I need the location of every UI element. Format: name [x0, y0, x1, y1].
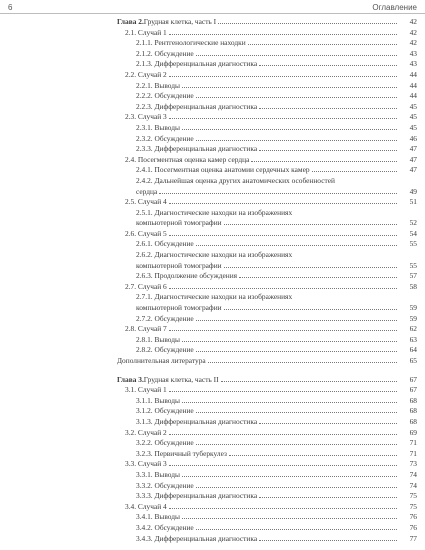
toc-page-number: 77 [409, 533, 417, 543]
toc-entry-title: 2.4. Посегментная оценка камер сердца [125, 154, 250, 164]
toc-entry[interactable] [0, 208, 425, 229]
toc-page-number: 55 [409, 239, 417, 249]
dot-leader [259, 108, 397, 109]
toc-entry-title: 3.4.2. Обсуждение [136, 522, 194, 532]
toc-entry[interactable] [0, 49, 425, 60]
dot-leader [196, 444, 397, 445]
toc-entry-title: Дополнительная литература [117, 356, 206, 365]
toc-page-number: 76 [409, 522, 417, 532]
toc-page-number: 42 [409, 38, 417, 48]
dot-leader [169, 508, 397, 509]
toc-entry-title: 3.2.2. Обсуждение [136, 438, 194, 448]
dot-leader [182, 476, 397, 477]
toc-entry[interactable] [0, 417, 425, 428]
dot-leader [182, 518, 397, 519]
toc-page-number: 43 [409, 48, 417, 58]
toc-entry[interactable] [0, 17, 425, 28]
toc-entry[interactable] [0, 134, 425, 145]
dot-leader [169, 203, 397, 204]
toc-page-number: 68 [409, 416, 417, 426]
dot-leader [196, 351, 397, 352]
toc-page-number: 47 [409, 165, 417, 175]
toc-page-number: 42 [409, 17, 417, 26]
toc-page-number: 45 [409, 101, 417, 111]
toc-entry-title: 2.4.1. Посегментная оценка анатомии сердечных камер [136, 165, 310, 175]
table-of-contents [0, 17, 425, 544]
toc-entry[interactable] [0, 534, 425, 545]
toc-entry-title: 2.8.2. Обсуждение [136, 345, 194, 355]
toc-entry[interactable] [0, 449, 425, 460]
toc-page-number: 64 [409, 345, 417, 355]
toc-entry-title: 2.1.1. Рентгенологические находки [136, 38, 246, 48]
toc-entry[interactable] [0, 406, 425, 417]
toc-page-number: 67 [409, 374, 417, 384]
toc-entry[interactable] [0, 428, 425, 439]
toc-entry[interactable] [0, 102, 425, 113]
toc-entry-title: 3.1. Случай 1 [125, 385, 167, 395]
toc-page-number: 52 [409, 218, 417, 228]
toc-page-number: 55 [409, 260, 417, 270]
toc-entry-title: Грудная клетка, часть II [143, 374, 219, 384]
dot-leader [169, 76, 397, 77]
toc-entry[interactable] [0, 481, 425, 492]
toc-entry[interactable] [0, 282, 425, 293]
toc-entry-title: 2.6.3. Продолжение обсуждения [136, 271, 238, 281]
section-title: Оглавление [372, 3, 417, 12]
toc-page-number: 57 [409, 271, 417, 281]
toc-page-number: 73 [409, 459, 417, 469]
page-number: 6 [8, 3, 13, 12]
dot-leader [259, 423, 397, 424]
toc-page-number: 74 [409, 469, 417, 479]
toc-entry[interactable] [0, 81, 425, 92]
dot-leader [169, 118, 397, 119]
toc-entry-title: 3.4.3. Дифференциальная диагностика [136, 533, 258, 543]
dot-leader [259, 497, 397, 498]
toc-entry-title: 3.3.2. Обсуждение [136, 480, 194, 490]
toc-entry[interactable] [0, 335, 425, 346]
dot-leader [208, 362, 397, 363]
toc-entry-title: 2.2.3. Дифференциальная диагностика [136, 101, 258, 111]
toc-entry[interactable] [0, 38, 425, 49]
toc-page-number: 68 [409, 406, 417, 416]
toc-page-number: 68 [409, 395, 417, 405]
toc-entry-title: 2.8.1. Выводы [136, 334, 181, 344]
toc-entry[interactable] [0, 176, 425, 197]
toc-entry[interactable] [0, 250, 425, 271]
toc-page-number: 59 [409, 303, 417, 313]
dot-leader [169, 465, 397, 466]
toc-entry[interactable] [0, 375, 425, 386]
toc-entry[interactable] [0, 356, 425, 367]
toc-entry-title: 2.7.2. Обсуждение [136, 313, 194, 323]
dot-leader [182, 402, 397, 403]
toc-entry-title: 3.1.1. Выводы [136, 395, 181, 405]
toc-entry[interactable] [0, 324, 425, 335]
toc-entry[interactable] [0, 155, 425, 166]
toc-entry-title: 3.4.1. Выводы [136, 512, 181, 522]
dot-leader [259, 65, 397, 66]
toc-entry[interactable] [0, 470, 425, 481]
header-rule [0, 13, 425, 14]
toc-page-number: 47 [409, 154, 417, 164]
toc-entry-title: 2.3.2. Обсуждение [136, 133, 194, 143]
toc-page-number: 63 [409, 334, 417, 344]
toc-page-number: 46 [409, 133, 417, 143]
dot-leader [182, 341, 397, 342]
dot-leader [239, 277, 397, 278]
dot-leader [224, 267, 397, 268]
toc-entry[interactable] [0, 239, 425, 250]
toc-page-number: 75 [409, 491, 417, 501]
dot-leader [259, 150, 397, 151]
toc-entry-title: 3.4. Случай 4 [125, 501, 167, 511]
toc-page-number: 45 [409, 122, 417, 132]
toc-entry[interactable] [0, 197, 425, 208]
toc-entry[interactable] [0, 523, 425, 534]
dot-leader [251, 161, 397, 162]
toc-entry-title: 2.1.3. Дифференциальная диагностика [136, 59, 258, 69]
dot-leader [169, 391, 397, 392]
toc-entry-title: 3.1.3. Дифференциальная диагностика [136, 416, 258, 426]
toc-entry[interactable] [0, 292, 425, 313]
toc-entry[interactable] [0, 396, 425, 407]
toc-entry[interactable] [0, 345, 425, 356]
toc-entry-title: 2.1.2. Обсуждение [136, 48, 194, 58]
toc-entry-title: 2.1. Случай 1 [125, 27, 167, 37]
toc-entry[interactable] [0, 59, 425, 70]
dot-leader [159, 193, 397, 194]
toc-entry[interactable] [0, 271, 425, 282]
dot-leader [196, 320, 397, 321]
toc-page-number: 71 [409, 438, 417, 448]
dot-leader [169, 434, 397, 435]
toc-page-number: 42 [409, 27, 417, 37]
dot-leader [221, 381, 397, 382]
toc-page-number: 67 [409, 385, 417, 395]
page-header [0, 0, 425, 16]
toc-page-number: 44 [409, 91, 417, 101]
dot-leader [224, 224, 397, 225]
toc-entry[interactable] [0, 123, 425, 134]
toc-page-number: 75 [409, 501, 417, 511]
toc-page-number: 76 [409, 512, 417, 522]
dot-leader [248, 44, 397, 45]
toc-entry[interactable] [0, 459, 425, 470]
toc-entry[interactable] [0, 70, 425, 81]
dot-leader [169, 330, 397, 331]
toc-entry-title: 3.1.2. Обсуждение [136, 406, 194, 416]
dot-leader [182, 129, 397, 130]
toc-entry[interactable] [0, 502, 425, 513]
chapter-gap [0, 367, 425, 375]
toc-page-number: 69 [409, 427, 417, 437]
toc-entry-title: Грудная клетка, часть I [143, 17, 217, 26]
toc-entry[interactable] [0, 165, 425, 176]
toc-page-number: 58 [409, 281, 417, 291]
toc-entry-title: 2.6.2. Диагностические находки на изображениях [136, 250, 293, 260]
toc-entry-title: 2.8. Случай 7 [125, 324, 167, 334]
toc-page-number: 59 [409, 313, 417, 323]
toc-entry-title: 2.2.1. Выводы [136, 80, 181, 90]
toc-entry-title: 2.4.2. Дальнейшая оценка других анатомических особенностей [136, 175, 335, 185]
dot-leader [229, 455, 397, 456]
toc-entry-title: 2.6. Случай 5 [125, 228, 167, 238]
toc-entry-title: 2.5.1. Диагностические находки на изображениях [136, 207, 293, 217]
dot-leader [169, 34, 397, 35]
toc-entry-title: 3.3. Случай 3 [125, 459, 167, 469]
dot-leader [169, 235, 397, 236]
dot-leader [196, 487, 397, 488]
toc-page-number: 65 [409, 356, 417, 365]
chapter-label: Глава 2. [117, 17, 144, 26]
toc-page-number: 54 [409, 228, 417, 238]
chapter-label: Глава 3. [117, 374, 144, 384]
dot-leader [196, 97, 397, 98]
toc-page-number: 51 [409, 197, 417, 207]
toc-entry-title: 3.3.3. Дифференциальная диагностика [136, 491, 258, 501]
toc-entry-title-continued: компьютерной томографии [136, 218, 222, 228]
toc-entry[interactable] [0, 112, 425, 123]
toc-page-number: 74 [409, 480, 417, 490]
dot-leader [196, 412, 397, 413]
dot-leader [196, 140, 397, 141]
toc-entry[interactable] [0, 229, 425, 240]
toc-page-number: 44 [409, 80, 417, 90]
toc-entry-title: 2.3.3. Дифференциальная диагностика [136, 144, 258, 154]
toc-entry[interactable] [0, 91, 425, 102]
toc-page-number: 43 [409, 59, 417, 69]
toc-entry[interactable] [0, 28, 425, 39]
toc-entry-title: 2.3. Случай 3 [125, 112, 167, 122]
toc-entry-title: 2.2. Случай 2 [125, 69, 167, 79]
toc-page-number: 44 [409, 69, 417, 79]
toc-page-number: 49 [409, 186, 417, 196]
dot-leader [196, 529, 397, 530]
toc-entry-title: 3.3.1. Выводы [136, 469, 181, 479]
dot-leader [182, 87, 397, 88]
toc-entry-title: 2.7.1. Диагностические находки на изображениях [136, 292, 293, 302]
toc-entry[interactable] [0, 491, 425, 502]
toc-page-number: 62 [409, 324, 417, 334]
toc-page-number: 47 [409, 144, 417, 154]
toc-entry-title: 3.2.3. Первичный туберкулез [136, 448, 227, 458]
dot-leader [169, 288, 397, 289]
toc-entry[interactable] [0, 512, 425, 523]
toc-page-number: 71 [409, 448, 417, 458]
dot-leader [312, 171, 397, 172]
toc-entry[interactable] [0, 314, 425, 325]
toc-entry[interactable] [0, 438, 425, 449]
toc-entry-title-continued: компьютерной томографии [136, 260, 222, 270]
toc-page-number: 45 [409, 112, 417, 122]
toc-entry-title: 2.2.2. Обсуждение [136, 91, 194, 101]
dot-leader [218, 23, 397, 24]
toc-entry-title-continued: сердца [136, 186, 158, 196]
toc-entry-title: 2.3.1. Выводы [136, 122, 181, 132]
toc-entry-title: 3.2. Случай 2 [125, 427, 167, 437]
toc-entry[interactable] [0, 144, 425, 155]
dot-leader [196, 55, 397, 56]
dot-leader [196, 245, 397, 246]
toc-entry-title-continued: компьютерной томографии [136, 303, 222, 313]
toc-entry-title: 2.7. Случай 6 [125, 281, 167, 291]
toc-entry-title: 2.5. Случай 4 [125, 197, 167, 207]
dot-leader [224, 309, 397, 310]
dot-leader [259, 540, 397, 541]
toc-entry-title: 2.6.1. Обсуждение [136, 239, 194, 249]
toc-entry[interactable] [0, 385, 425, 396]
